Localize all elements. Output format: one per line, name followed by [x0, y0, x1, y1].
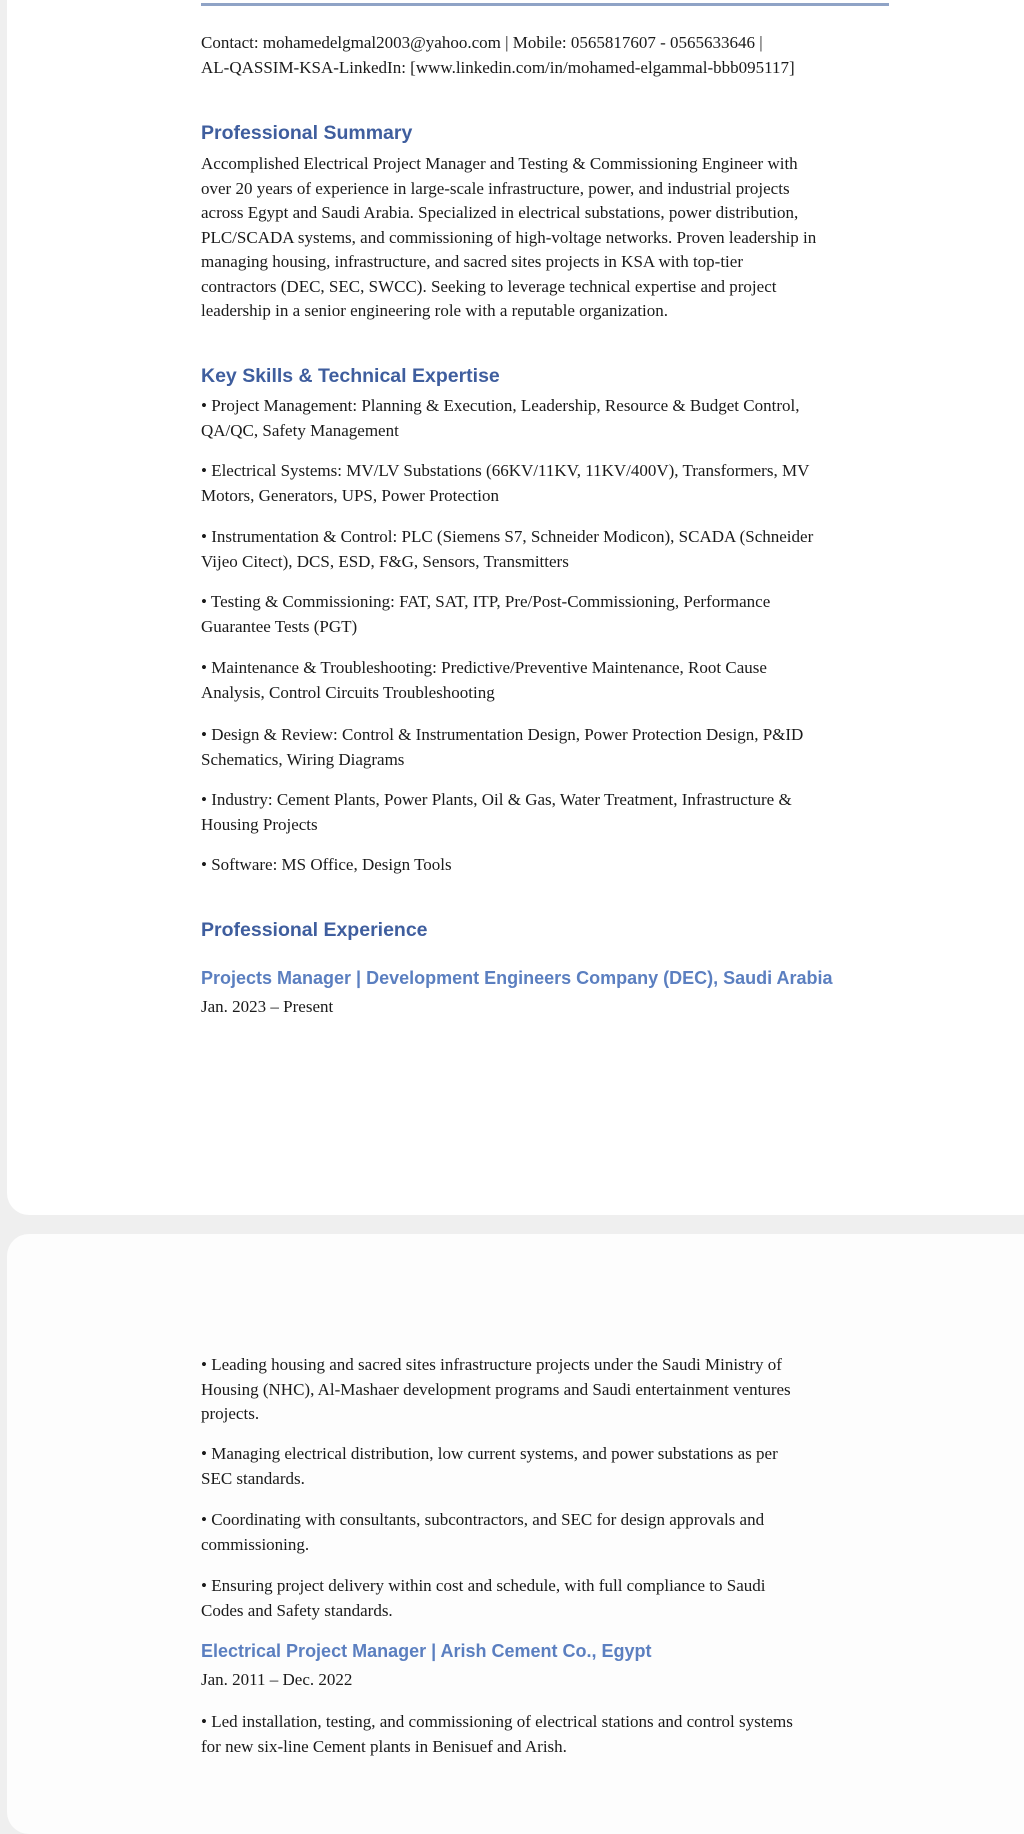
- skill-item: [201, 723, 921, 772]
- job-bullet: [201, 1574, 921, 1623]
- text-line: Guarantee Tests (PGT): [201, 616, 358, 636]
- section-heading-skills: Key Skills & Technical Expertise: [201, 365, 500, 387]
- section-heading-summary: Professional Summary: [201, 122, 413, 144]
- text-line: • Maintenance & Troubleshooting: Predictive/Preventive Maintenance, Root Cause: [201, 658, 767, 677]
- text-line: managing housing, infrastructure, and sacred sites projects in KSA with top-tier: [201, 252, 743, 271]
- job-dates: Jan. 2011 – Dec. 2022: [201, 1670, 353, 1689]
- text-line: SEC standards.: [201, 1468, 305, 1488]
- text-line: • Coordinating with consultants, subcontractors, and SEC for design approvals and: [201, 1510, 765, 1529]
- text-line: • Instrumentation & Control: PLC (Siemens S7, Schneider Modicon), SCADA (Schneider: [201, 527, 814, 546]
- skill-item: [201, 853, 921, 878]
- job-bullet: [201, 1508, 921, 1557]
- skill-item: [201, 459, 921, 508]
- text-line: contractors (DEC, SEC, SWCC). Seeking to leverage technical expertise and project: [201, 276, 777, 296]
- text-line: over 20 years of experience in large-scale infrastructure, power, and industrial projects: [201, 178, 790, 198]
- text-line: • Project Management: Planning & Execution, Leadership, Resource & Budget Control,: [201, 396, 800, 415]
- text-line: Analysis, Control Circuits Troubleshooting: [201, 682, 495, 702]
- job-title: Electrical Project Manager | Arish Cement Co., Egypt: [201, 1641, 652, 1661]
- text-line: • Leading housing and sacred sites infrastructure projects under the Saudi Ministry of: [201, 1355, 782, 1374]
- text-line: commissioning.: [201, 1534, 310, 1554]
- text-line: • Electrical Systems: MV/LV Substations (66KV/11KV, 11KV/400V), Transformers, MV: [201, 461, 810, 480]
- text-line: AL-QASSIM-KSA-LinkedIn: [www.linkedin.com/in/mohamed-elgammal-bbb095117]: [201, 57, 795, 77]
- text-line: Vijeo Citect), DCS, ESD, F&G, Sensors, Transmitters: [201, 551, 569, 571]
- text-line: • Design & Review: Control & Instrumentation Design, Power Protection Design, P&ID: [201, 725, 804, 744]
- text-line: QA/QC, Safety Management: [201, 420, 399, 440]
- text-line: for new six-line Cement plants in Benisuef and Arish.: [201, 1736, 567, 1756]
- job-bullet: [201, 1353, 921, 1427]
- text-line: Contact: mohamedelgmal2003@yahoo.com | Mobile: 0565817607 - 0565633646 |: [201, 33, 763, 52]
- text-line: • Managing electrical distribution, low current systems, and power substations as per: [201, 1444, 778, 1463]
- job-title: Projects Manager | Development Engineers Company (DEC), Saudi Arabia: [201, 968, 833, 988]
- text-line: projects.: [201, 1404, 260, 1423]
- skill-item: [201, 656, 921, 705]
- text-line: • Software: MS Office, Design Tools: [201, 855, 452, 874]
- job-bullet: [201, 1442, 921, 1491]
- skill-item: [201, 525, 921, 574]
- contact-info: [201, 31, 921, 80]
- text-line: Codes and Safety standards.: [201, 1600, 393, 1620]
- skill-item: [201, 394, 921, 443]
- text-line: PLC/SCADA systems, and commissioning of high-voltage networks. Proven leadership in: [201, 227, 817, 247]
- skill-item: [201, 590, 921, 639]
- text-line: • Testing & Commissioning: FAT, SAT, ITP, Pre/Post-Commissioning, Performance: [201, 592, 771, 611]
- header-divider: [201, 3, 889, 6]
- skill-item: [201, 788, 921, 837]
- summary-text: [201, 152, 921, 324]
- text-line: leadership in a senior engineering role with a reputable organization.: [201, 301, 669, 320]
- text-line: • Led installation, testing, and commissioning of electrical stations and control systems: [201, 1712, 793, 1731]
- text-line: • Ensuring project delivery within cost and schedule, with full compliance to Saudi: [201, 1576, 766, 1595]
- text-line: Motors, Generators, UPS, Power Protection: [201, 485, 499, 505]
- text-line: Housing Projects: [201, 814, 318, 834]
- job-bullet: [201, 1710, 921, 1759]
- text-line: Accomplished Electrical Project Manager and Testing & Commissioning Engineer with: [201, 154, 798, 173]
- text-line: Schematics, Wiring Diagrams: [201, 749, 405, 769]
- section-heading-experience: Professional Experience: [201, 919, 428, 941]
- job-dates: Jan. 2023 – Present: [201, 997, 334, 1016]
- text-line: Housing (NHC), Al-Mashaer development programs and Saudi entertainment ventures: [201, 1379, 791, 1399]
- text-line: across Egypt and Saudi Arabia. Specialized in electrical substations, power distribution,: [201, 203, 799, 222]
- text-line: • Industry: Cement Plants, Power Plants, Oil & Gas, Water Treatment, Infrastructure &: [201, 790, 792, 809]
